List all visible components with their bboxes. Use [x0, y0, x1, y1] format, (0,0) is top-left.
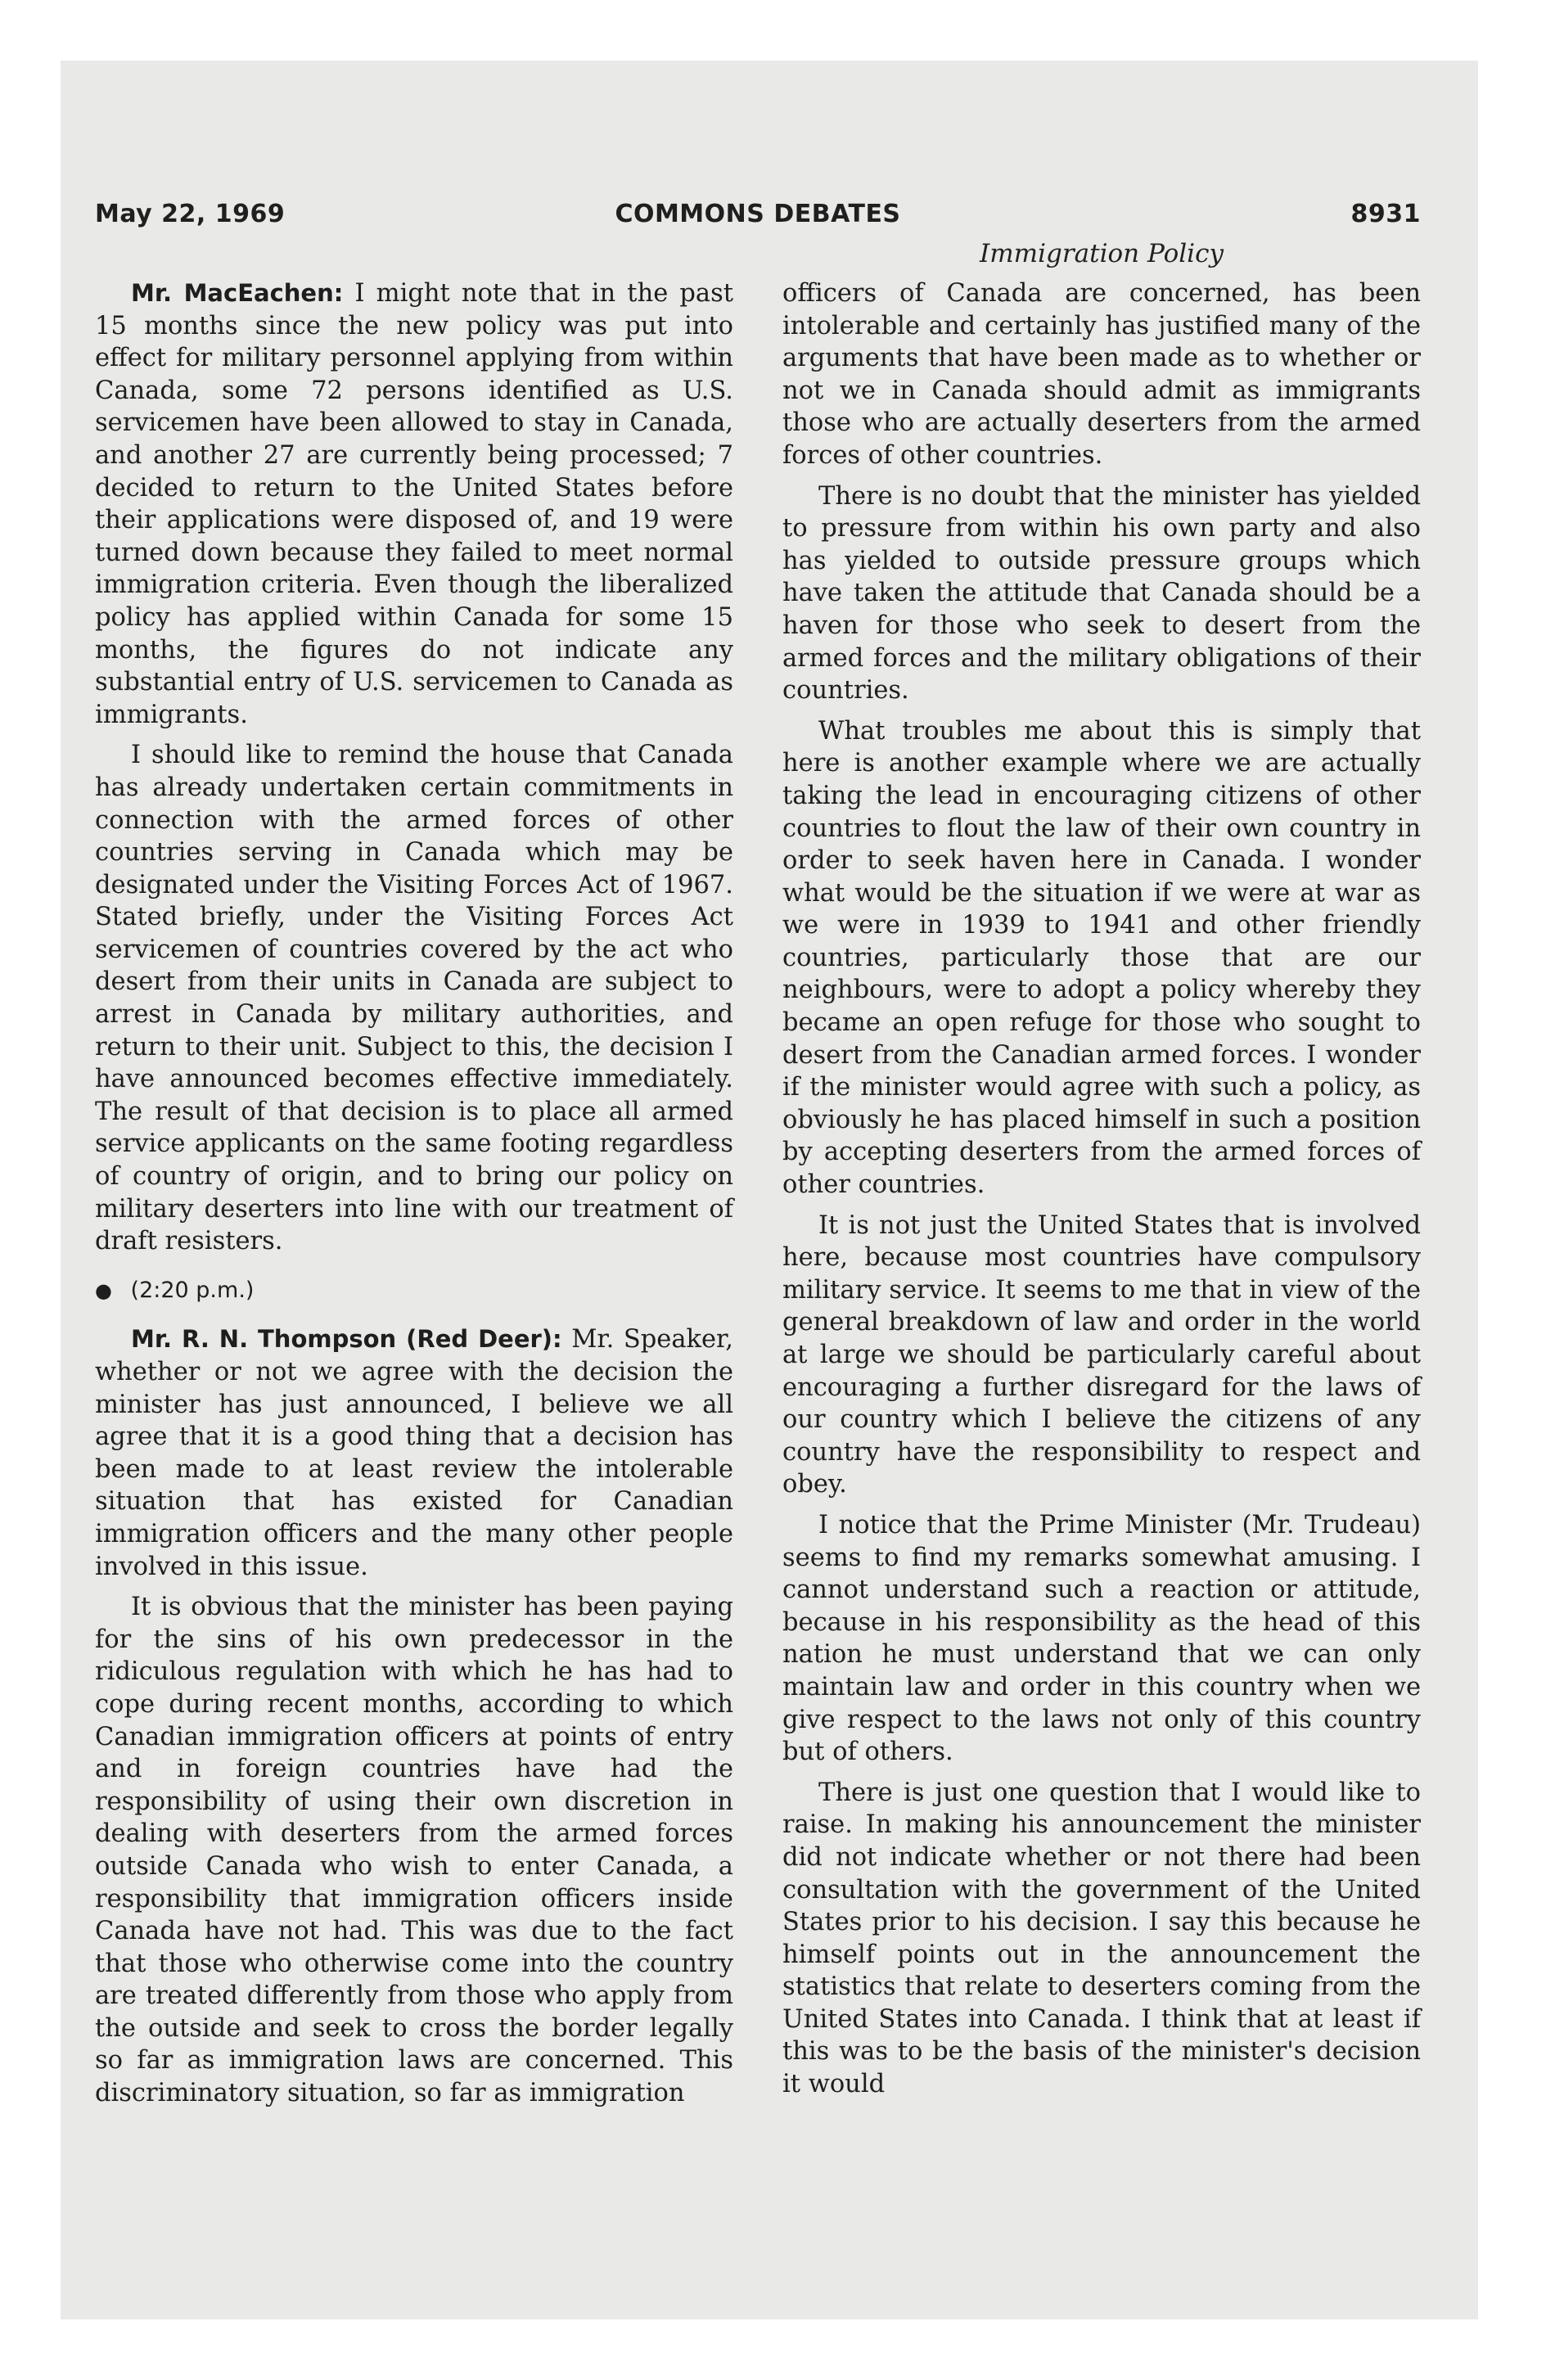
- paragraph-text: Mr. Speaker, whether or not we agree with the decision the minister has just announced, I believe we all agree that it is a good thing that a decision has been made to at least review the intolerable situation that has existed for Canadian immigration officers and the many other people involved in this issue.: [95, 1325, 733, 1581]
- paragraph: officers of Canada are concerned, has been intolerable and certainly has justified many of the arguments that have been made as to whether or not we in Canada should admit as immigrants those who are actually deserters from the armed forces of other countries.: [782, 279, 1421, 470]
- header-title: COMMONS DEBATES: [615, 200, 901, 228]
- right-column: [782, 277, 1421, 2109]
- paragraph: I should like to remind the house that Canada has already undertaken certain commitments in connection with the armed forces of other countries serving in Canada which may be designated under the Visiting Forces Act of 1967. Stated briefly, under the Visiting Forces Act servicemen of countries covered by the act who desert from their units in Canada are subject to arrest in Canada by military authorities, and return to their unit. Subject to this, the decision I have announced becomes effective immediately. The result of that decision is to place all armed service applicants on the same footing regardless of country of origin, and to bring our policy on military deserters into line with our treatment of draft resisters.: [95, 741, 733, 1256]
- scanned-page: [61, 61, 1478, 2319]
- paragraph: There is no doubt that the minister has yielded to pressure from within his own party and also has yielded to outside pressure groups which have taken the attitude that Canada should be a haven for those who seek to desert from the armed forces and the military obligations of their countries.: [782, 481, 1421, 705]
- left-column: [95, 277, 733, 2118]
- paragraph: I notice that the Prime Minister (Mr. Trudeau) seems to find my remarks somewhat amusing. I cannot understand such a reaction or attitude, because in his responsibility as the head of this nation he must understand that we can only maintain law and order in this country when we give respect to the laws not only of this country but of others.: [782, 1510, 1421, 1767]
- header-date: May 22, 1969: [95, 200, 286, 228]
- speaker-name: Mr. R. N. Thompson (Red Deer):: [131, 1325, 562, 1354]
- paragraph: [95, 1323, 733, 1583]
- time-stamp: (2:20 p.m.): [130, 1277, 255, 1303]
- page-number: 8931: [1350, 200, 1421, 228]
- time-marker: [95, 1274, 733, 1308]
- paragraph-text: I might note that in the past 15 months since the new policy was put into effect for military personnel applying from within Canada, some 72 persons identified as U.S. servicemen have been allowed to stay in Canada, and another 27 are currently being processed; 7 decided to return to the United States before their applications were disposed of, and 19 were turned down because they failed to meet normal immigration criteria. Even though the liberalized policy has applied within Canada for some 15 months, the figures do not indicate any substantial entry of U.S. servicemen to Canada as immigrants.: [95, 279, 734, 729]
- paragraph: There is just one question that I would like to raise. In making his announcement the minister did not indicate whether or not there had been consultation with the government of the United States prior to his decision. I say this because he himself points out in the announcement the statistics that relate to deserters coming from the United States into Canada. I think that at least if this was to be the basis of the minister's decision it would: [782, 1778, 1421, 2099]
- paragraph: It is obvious that the minister has been paying for the sins of his own predecessor in the ridiculous regulation with which he has had to cope during recent months, according to which Canadian immigration officers at points of entry and in foreign countries have had the responsibility of using their own discretion in dealing with deserters from the armed forces outside Canada who wish to enter Canada, a responsibility that immigration officers inside Canada have not had. This was due to the fact that those who otherwise come into the country are treated differently from those who apply from the outside and seek to cross the border legally so far as immigration laws are concerned. This discriminatory situation, so far as immigration: [95, 1593, 733, 2108]
- paragraph: What troubles me about this is simply that here is another example where we are actually taking the lead in encouraging citizens of other countries to flout the law of their own country in order to seek haven here in Canada. I wonder what would be the situation if we were at war as we were in 1939 to 1941 and other friendly countries, particularly those that are our neighbours, were to adopt a policy whereby they became an open refuge for those who sought to desert from the Canadian armed forces. I wonder if the minister would agree with such a policy, as obviously he has placed himself in such a position by accepting deserters from the armed forces of other countries.: [782, 716, 1421, 1200]
- paragraph: It is not just the United States that is involved here, because most countries have compulsory military service. It seems to me that in view of the general breakdown of law and order in the world at large we should be particularly careful about encouraging a further disregard for the laws of our country which I believe the citizens of any country have the responsibility to respect and obey.: [782, 1210, 1421, 1499]
- bullet-icon: ●: [95, 1278, 112, 1302]
- section-subheading: Immigration Policy: [980, 239, 1224, 268]
- speaker-name: Mr. MacEachen:: [131, 279, 344, 307]
- paragraph: [95, 277, 733, 731]
